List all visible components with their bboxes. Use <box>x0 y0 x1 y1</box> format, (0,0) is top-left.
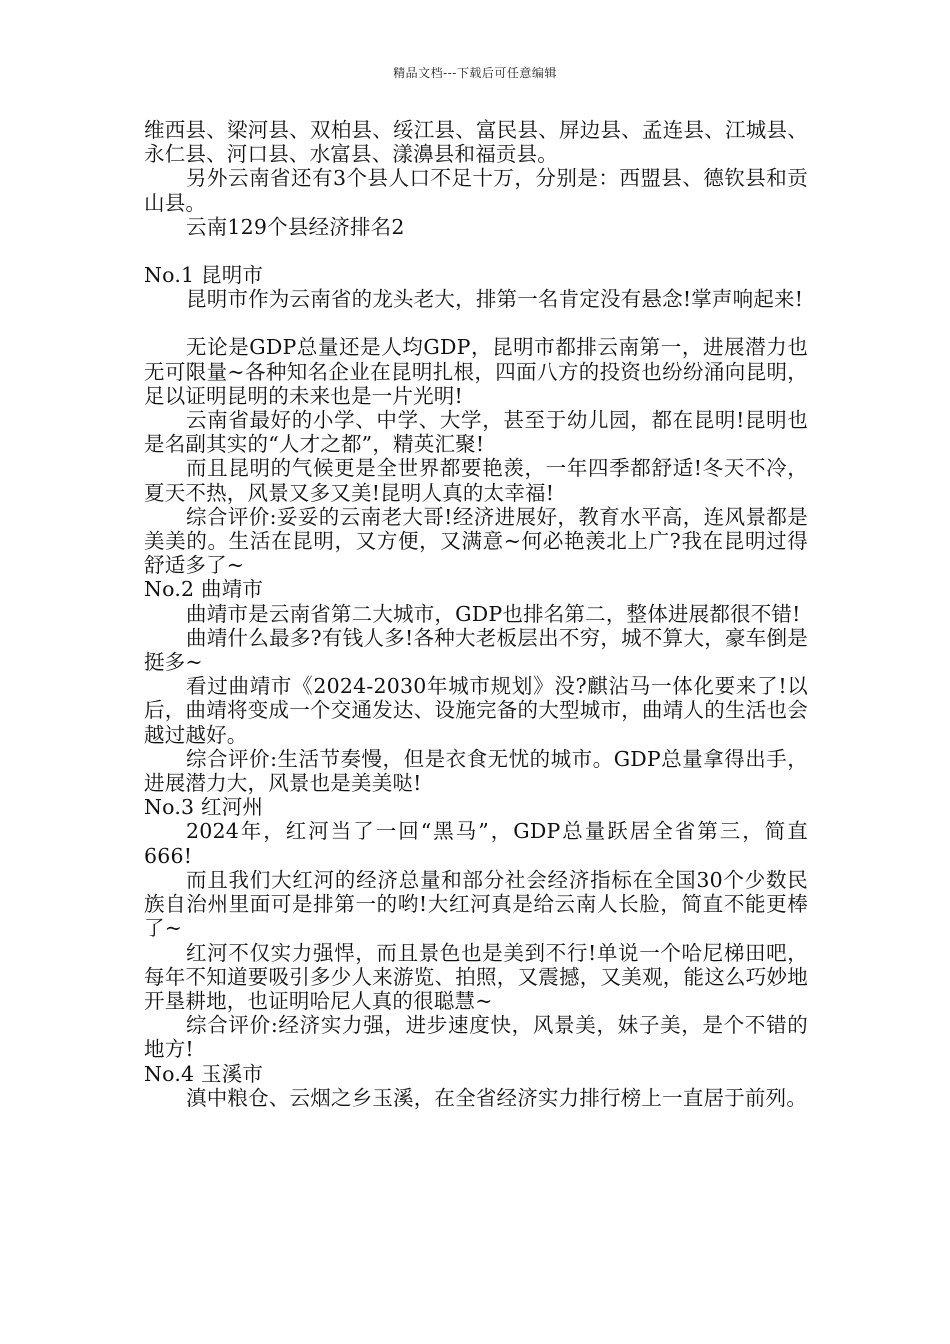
paragraph: 云南省最好的小学、中学、大学，甚至于幼儿园，都在昆明!昆明也是名副其实的“人才之都”，精英汇聚! <box>144 408 808 457</box>
paragraph: 滇中粮仓、云烟之乡玉溪，在全省经济实力排行榜上一直居于前列。 <box>186 1085 808 1110</box>
section-heading: No.3 红河州 <box>144 795 264 820</box>
header-note: 精品文档---下载后可任意编辑 <box>393 66 557 80</box>
paragraph: 红河不仅实力强悍，而且景色也是美到不行!单说一个哈尼梯田吧，每年不知道要吸引多少人来游览、拍照，又震撼，又美观，能这么巧妙地开垦耕地，也证明哈尼人真的很聪慧~ <box>144 940 808 1013</box>
section-heading: No.4 玉溪市 <box>144 1061 264 1086</box>
paragraph: 维西县、梁河县、双柏县、绥江县、富民县、屏边县、孟连县、江城县、永仁县、河口县、水富县、漾濞县和福贡县。 <box>144 118 808 167</box>
paragraph: 综合评价:经济实力强，进步速度快，风景美，妹子美，是个不错的地方! <box>144 1013 808 1062</box>
paragraph: 曲靖市是云南省第二大城市，GDP也排名第二，整体进展都很不错! <box>186 601 801 626</box>
paragraph: 2024年，红河当了一回“黑马”，GDP总量跃居全省第三，简直666! <box>144 819 808 868</box>
paragraph-gap <box>144 311 808 335</box>
paragraph-gap <box>144 239 808 263</box>
paragraph: 曲靖什么最多?有钱人多!各种大老板层出不穷，城不算大，豪车倒是挺多~ <box>144 625 808 675</box>
paragraph: 无论是GDP总量还是人均GDP，昆明市都排云南第一，进展潜力也无可限量~各种知名企业在昆明扎根，四面八方的投资也纷纷涌向昆明，足以证明昆明的未来也是一片光明! <box>144 335 808 408</box>
paragraph: 而且我们大红河的经济总量和部分社会经济指标在全国30个少数民族自治州里面可是排第一的哟!大红河真是给云南人长脸，简直不能更棒了~ <box>144 867 808 941</box>
paragraph: 另外云南省还有3个县人口不足十万，分别是：西盟县、德钦县和贡山县。 <box>144 166 808 215</box>
section-heading: No.1 昆明市 <box>144 263 264 288</box>
paragraph: 看过曲靖市《2024-2030年城市规划》没?麒沾马一体化要来了!以后，曲靖将变成一个交通发达、设施完备的大型城市，曲靖人的生活也会越过越好。 <box>144 674 808 747</box>
document-body <box>144 118 808 1110</box>
paragraph: 而且昆明的气候更是全世界都要艳羡，一年四季都舒适!冬天不冷，夏天不热，风景又多又美!昆明人真的太幸福! <box>144 456 808 505</box>
paragraph: 综合评价:妥妥的云南老大哥!经济进展好，教育水平高，连风景都是美美的。生活在昆明，又方便，又满意~何必艳羡北上广?我在昆明过得舒适多了~ <box>144 504 808 578</box>
paragraph: 昆明市作为云南省的龙头老大，排第一名肯定没有悬念!掌声响起来! <box>186 287 804 312</box>
paragraph: 云南129个县经济排名2 <box>186 214 405 239</box>
section-heading: No.2 曲靖市 <box>144 577 264 602</box>
paragraph: 综合评价:生活节奏慢，但是衣食无忧的城市。GDP总量拿得出手，进展潜力大，风景也是美美哒! <box>144 746 808 796</box>
